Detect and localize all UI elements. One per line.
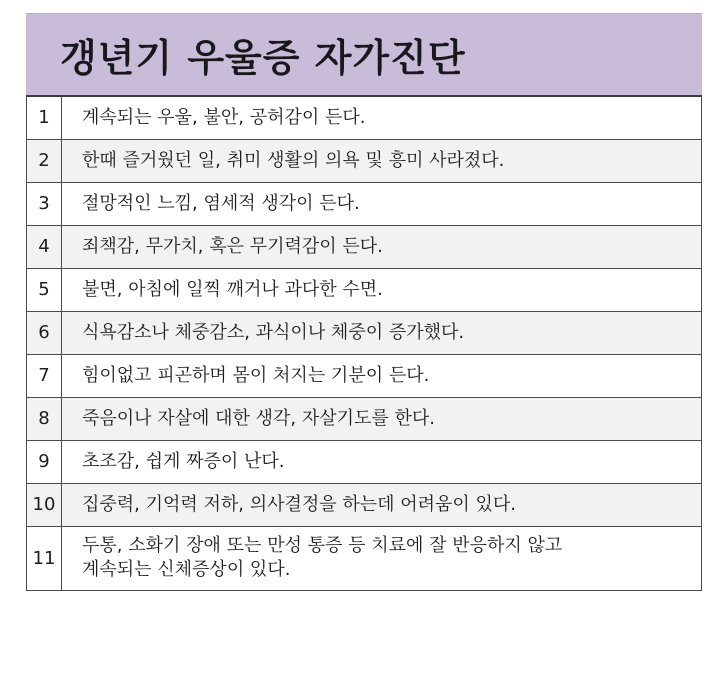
- table-row: [27, 268, 702, 311]
- item-number: 5: [27, 268, 62, 311]
- item-number: 4: [27, 225, 62, 268]
- item-text: 불면, 아침에 일찍 깨거나 과다한 수면.: [62, 268, 702, 311]
- page-title: 갱년기 우울증 자가진단: [60, 36, 466, 80]
- item-text: 죄책감, 무가치, 혹은 무기력감이 든다.: [62, 225, 702, 268]
- table-row: [27, 139, 702, 182]
- self-diagnosis-sheet: [26, 13, 702, 591]
- title-banner: [26, 13, 702, 95]
- table-row: [27, 311, 702, 354]
- item-number: 11: [27, 526, 62, 590]
- item-number: 1: [27, 96, 62, 139]
- item-text: 집중력, 기억력 저하, 의사결정을 하는데 어려움이 있다.: [62, 483, 702, 526]
- item-number: 3: [27, 182, 62, 225]
- table-row: [27, 225, 702, 268]
- table-row: [27, 182, 702, 225]
- table-row: [27, 397, 702, 440]
- item-text: [62, 526, 702, 590]
- item-number: 10: [27, 483, 62, 526]
- table-row: [27, 96, 702, 139]
- table-row: [27, 354, 702, 397]
- item-text-line: 두통, 소화기 장애 또는 만성 통증 등 치료에 잘 반응하지 않고: [82, 535, 563, 556]
- table-row: [27, 526, 702, 590]
- symptom-checklist-table: [26, 95, 702, 591]
- table-row: [27, 440, 702, 483]
- item-text: 죽음이나 자살에 대한 생각, 자살기도를 한다.: [62, 397, 702, 440]
- item-text: 힘이없고 피곤하며 몸이 처지는 기분이 든다.: [62, 354, 702, 397]
- item-number: 6: [27, 311, 62, 354]
- item-text: 식욕감소나 체중감소, 과식이나 체중이 증가했다.: [62, 311, 702, 354]
- table-row: [27, 483, 702, 526]
- item-number: 9: [27, 440, 62, 483]
- item-text-line: 계속되는 신체증상이 있다.: [82, 559, 291, 580]
- item-text: 절망적인 느낌, 염세적 생각이 든다.: [62, 182, 702, 225]
- item-text: 계속되는 우울, 불안, 공허감이 든다.: [62, 96, 702, 139]
- item-number: 8: [27, 397, 62, 440]
- item-number: 7: [27, 354, 62, 397]
- item-text: 한때 즐거웠던 일, 취미 생활의 의욕 및 흥미 사라졌다.: [62, 139, 702, 182]
- item-text: 초조감, 쉽게 짜증이 난다.: [62, 440, 702, 483]
- item-number: 2: [27, 139, 62, 182]
